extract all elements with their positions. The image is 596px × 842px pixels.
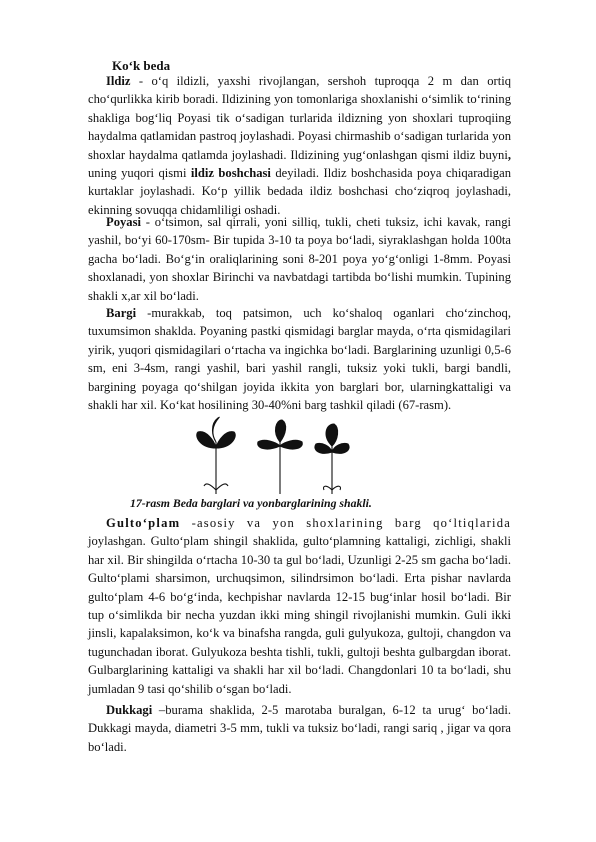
inflorescence-text: joylashgan. Gulto‘plam shingil shaklida, gulto‘plamning kattaligi, zichligi, shakli har xil. Bir shingilda o‘rtacha 10-30 ta gul bo‘ladi, Uzunligi 2-25 sm gacha bo‘ladi. Gulto‘plami sharsimon, urchuqsimon, silindrsimon bo‘ladi. Erta pishar navlarda gulto‘plam 4-6 bo‘g‘inda, kechpishar navlarda 12-15 bug‘inlar hosil bo‘ladi. Bir tup o‘simlikda bir necha yuzdan ikki ming shingil rivojlanishi mumkin. Guli ikki jinsli, kapalaksimon, ko‘k va binafsha rangda, guli gulyukoza, gultoji, changdon va tugunchadan iborat. Gulyukoza beshta tishli, tukli, gultoji beshta gulbargdan iborat. Gulbarglarining kattaligi va shakli har xil bo‘ladi. Changdonlari 10 ta bo‘ladi, shu jumladan 9 tasi qo‘shilib o‘sgan bo‘ladi. [88,534,511,696]
paragraph-stem [88,213,511,305]
term-inflorescence: Gulto‘plam [106,516,181,530]
leaf-drawing-2 [258,420,303,494]
pod-text: –burama shaklida, 2-5 marotaba buralgan, 6-12 ta urug‘ bo‘ladi. Dukkagi mayda, diametri 3-5 mm, tukli va tuksiz bo‘ladi, rangi sariq , jigar va qora bo‘ladi. [88,703,511,754]
section-heading: Ko‘k beda [112,58,171,73]
term-pod: Dukkagi [106,703,153,717]
paragraph-inflorescence [88,514,511,698]
paragraph-leaf [88,304,511,414]
root-text-2: uning yuqori qismi [88,166,191,181]
paragraph-pod [88,701,511,756]
leaf-drawing-1 [197,417,235,494]
paragraph-root [88,72,511,219]
leaf-illustration [180,412,360,496]
root-text-1: - o‘q ildizli, yaxshi rivojlangan, sershoh tuproqqa 2 m dan ortiq cho‘qurlikka kirib boradi. Ildizining yon tomonlariga shoxlanishi o‘simlik to‘rining shakliga bog‘liq Poyasi tik o‘sadigan turlarida ildizning yon shoxlari tuproqiing haydalma qatlamidan pastroq joylashadi. Poyasi chirmashib o‘sadigan turlarida yon shoxlar haydalma qatlamda joylashadi. Ildizining yug‘onlashgan qismi ildiz buyni [88,74,511,162]
leaf-text: -murakkab, toq patsimon, uch ko‘shaloq oganlari cho‘zinchoq, tuxumsimon shaklda. Poyaning pastki qismidagi barglar mayda, o‘rta qismidagilari yirik, yuqori qismidagilari o‘rtacha va ingichka bo‘ladi. Barglarining uzunligi 0,5-6 sm, eni 3-4sm, rangi yashil, bari yashil rangli, tuksiz yoki tukli, bargi bandli, bargining poyaga qo‘shilgan joyida ikkita yon barglari bor, ularningkattaligi va shakli har xil. Ko‘kat hosilining 30-40%ni barg tashkil qiladi (67-rasm). [88,306,511,413]
term-root: Ildiz [106,74,131,88]
term-stem: Poyasi [106,215,141,229]
root-text-3: deyiladi. Ildiz boshchasida poya chiqaradigan kurtaklar joylashadi. Ko‘p yillik bedada ildiz boshchasi cho‘ziqroq joylashadi, ekinning sovuqqa chidamliligi oshadi. [88,166,511,217]
leaf-drawing-3 [315,424,349,494]
figure-caption: 17-rasm Beda barglari va yonbarglarining shakli. [130,496,372,510]
term-leaf: Bargi [106,306,137,320]
stem-text: - o‘tsimon, sal qirrali, yoni silliq, tukli, cheti tuksiz, ichi kavak, rangi yashil, bo‘yi 60-170sm- Bir tupida 3-10 ta poya bo‘ladi, siyraklashgan holda 100ta gacha bo‘ladi. Bo‘g‘in oraliqlarining soni 8-201 poya yo‘g‘onligi 1-8mm. Poyasi shoxlanadi, yon shoxlar Birinchi va navbatdagi tartibda bo‘lishi mumkin. Tupining shakli x,ar xil bo‘ladi. [88,215,511,303]
inflorescence-text-spaced: -asosiy va yon shoxlarining barg qo‘ltiqlarida [180,516,511,530]
term-root-head: ildiz boshchasi [190,166,271,181]
root-comma: , [507,147,511,162]
